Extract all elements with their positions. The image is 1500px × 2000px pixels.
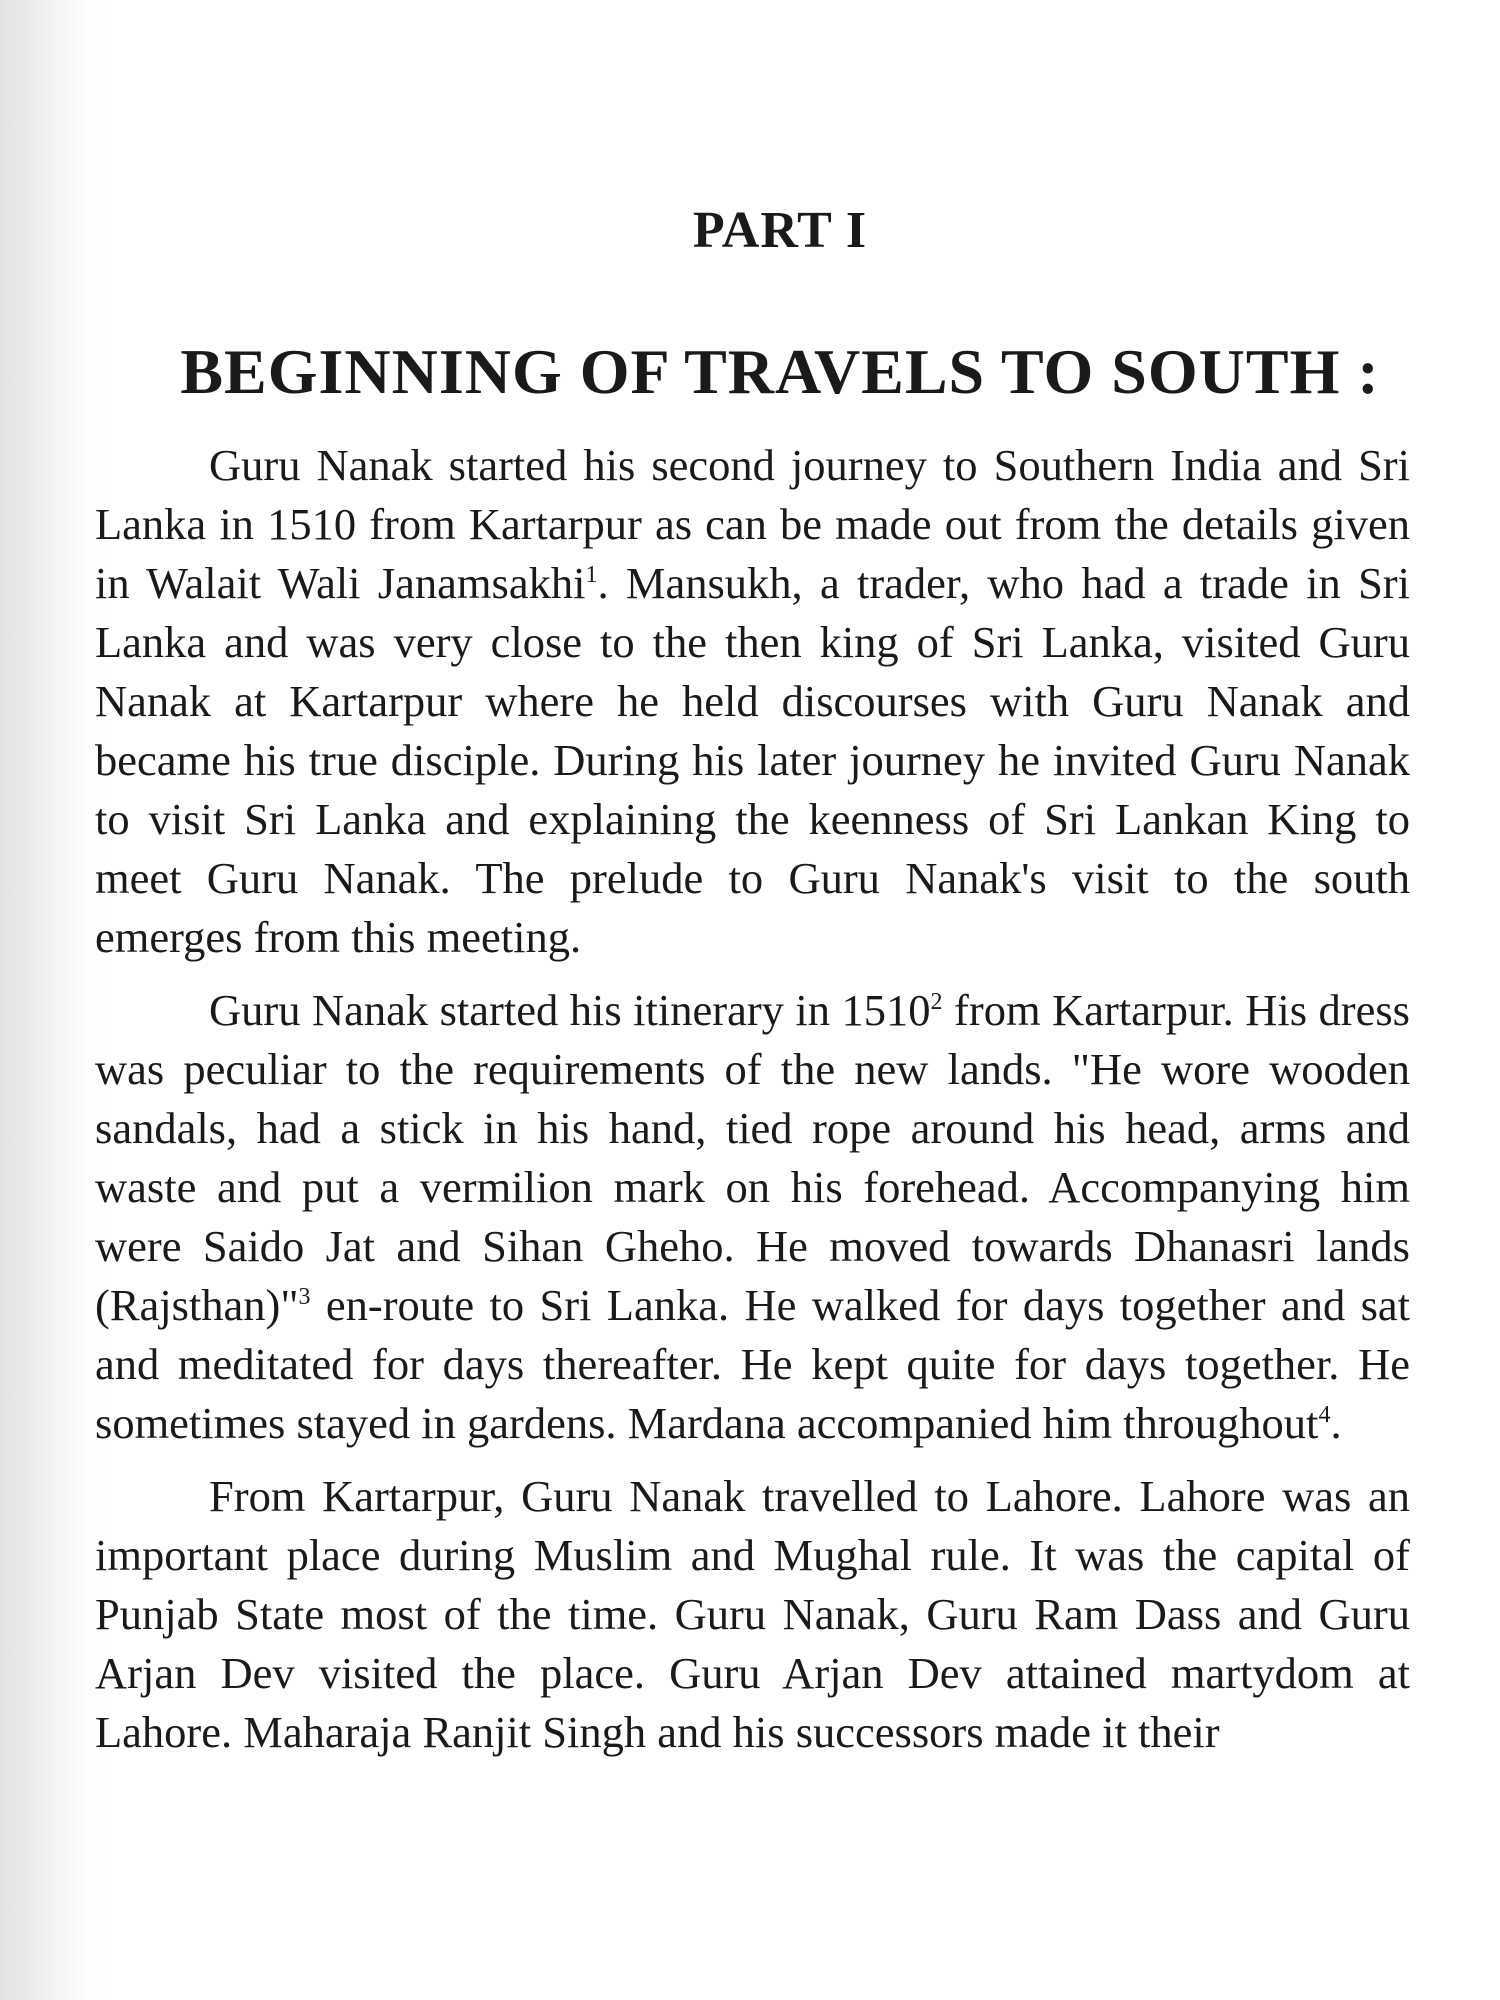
paragraph-2-text-b: from Kartarpur. His dress was peculiar to the requirements of the new lands. "He wore wooden sandals, had a stick in his hand, tied rope around his head, arms and waste and put a vermilion mark on his forehead. Accompanying him were Saido Jat and Sihan Gheho. He moved towards Dhanasri lands (Rajsthan)"	[95, 985, 1410, 1331]
footnote-ref-3: 3	[298, 1284, 311, 1311]
footnote-ref-1: 1	[585, 562, 598, 589]
footnote-ref-2: 2	[930, 989, 943, 1016]
paragraph-1-text-a: Guru Nanak started his second journey to Southern India and Sri Lanka in 1510 from Kartarpur as can be made out from the details given in Walait Wali Janamsakhi	[95, 440, 1410, 609]
paragraph-2-text-c: en-route to Sri Lanka. He walked for days together and sat and meditated for days thereafter. He kept quite for days together. He sometimes stayed in gardens. Mardana accompanied him throughout	[95, 1280, 1410, 1449]
paragraph-1	[95, 436, 1410, 967]
paragraph-1-text-b: . Mansukh, a trader, who had a trade in Sri Lanka and was very close to the then king of Sri Lanka, visited Guru Nanak at Kartarpur where he held discourses with Guru Nanak and became his true disciple. During his later journey he invited Guru Nanak to visit Sri Lanka and explaining the keenness of Sri Lankan King to meet Guru Nanak. The prelude to Guru Nanak's visit to the south emerges from this meeting.	[95, 558, 1410, 963]
page-gutter-shadow	[0, 0, 90, 2000]
paragraph-2	[95, 981, 1410, 1453]
part-heading: PART I	[692, 202, 868, 259]
paragraph-2-text-a: Guru Nanak started his itinerary in 1510	[209, 985, 931, 1036]
footnote-ref-4: 4	[1318, 1402, 1331, 1429]
page-content	[95, 200, 1410, 1776]
paragraph-2-text-d: .	[1330, 1398, 1342, 1449]
paragraph-3-text: From Kartarpur, Guru Nanak travelled to Lahore. Lahore was an important place during Muslim and Mughal rule. It was the capital of Punjab State most of the time. Guru Nanak, Guru Ram Dass and Guru Arjan Dev visited the place. Guru Arjan Dev attained martydom at Lahore. Maharaja Ranjit Singh and his successors made it their	[95, 1471, 1410, 1758]
chapter-title: BEGINNING OF TRAVELS TO SOUTH :	[180, 336, 1380, 408]
paragraph-3	[95, 1467, 1410, 1762]
